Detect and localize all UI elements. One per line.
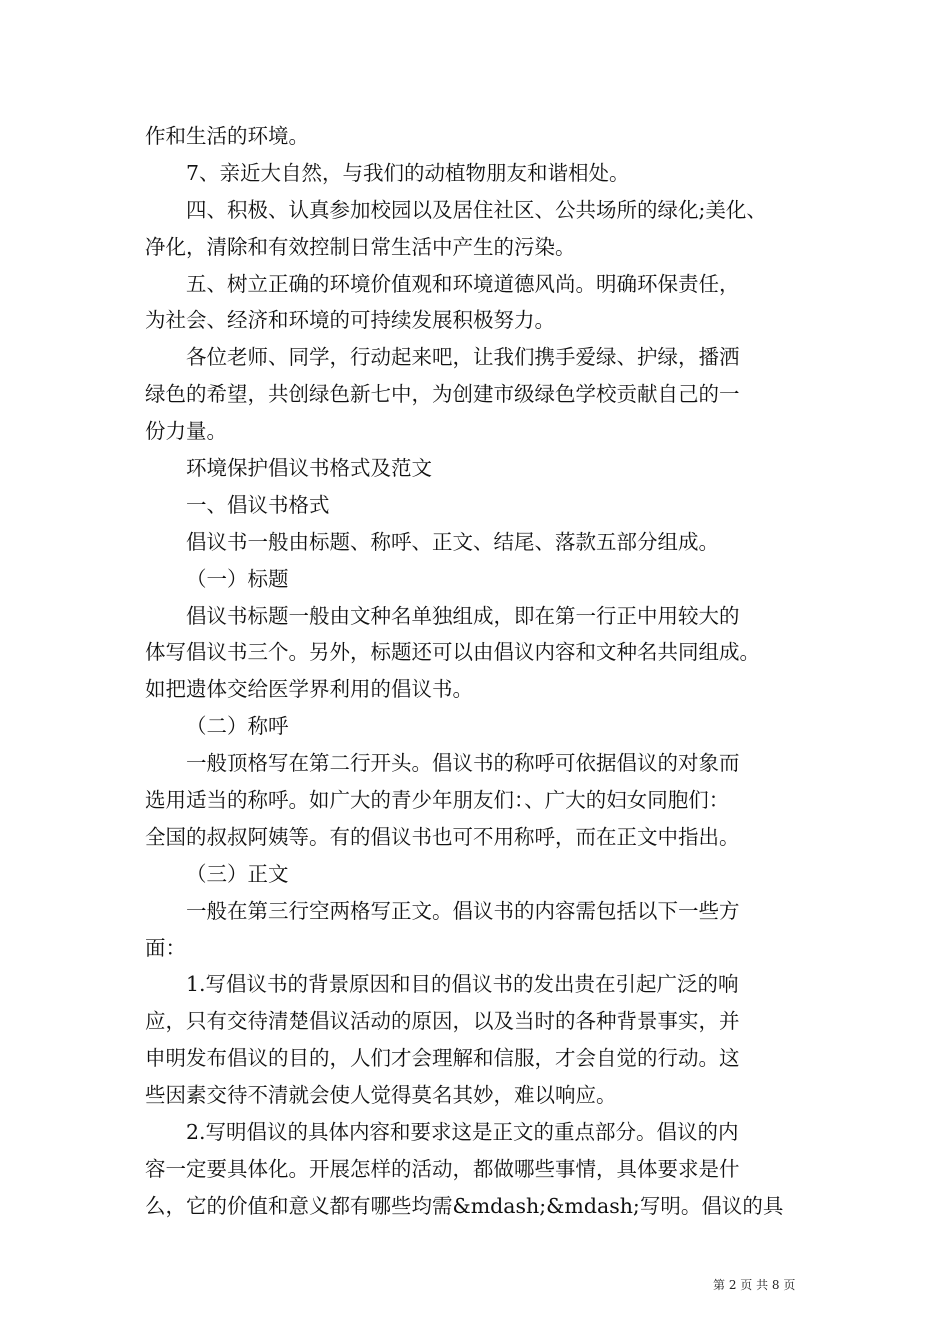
text-line: 净化，清除和有效控制日常生活中产生的污染。 xyxy=(145,234,576,259)
text-line: （二）称呼 xyxy=(186,714,289,739)
text-line: 申明发布倡议的目的，人们才会理解和信服，才会自觉的行动。这 xyxy=(145,1046,740,1071)
text-line: 作和生活的环境。 xyxy=(145,124,309,148)
text-line: 2.写明倡议的具体内容和要求这是正文的重点部分。倡议的内 xyxy=(186,1120,739,1145)
text-line: 些因素交待不清就会使人觉得莫名其妙，难以响应。 xyxy=(145,1083,617,1108)
text-line: 份力量。 xyxy=(145,419,227,444)
text-line: 容一定要具体化。开展怎样的活动，都做哪些事情，具体要求是什 xyxy=(145,1156,740,1181)
text-line: 倡议书标题一般由文种名单独组成，即在第一行正中用较大的 xyxy=(186,603,740,628)
text-line: 选用适当的称呼。如广大的青少年朋友们：、广大的妇女同胞们： xyxy=(145,788,730,813)
text-line: 全国的叔叔阿姨等。有的倡议书也可不用称呼，而在正文中指出。 xyxy=(145,824,740,849)
text-line: 么，它的价值和意义都有哪些均需&mdash;&mdash;写明。倡议的具 xyxy=(145,1193,784,1218)
text-line: 应，只有交待清楚倡议活动的原因，以及当时的各种背景事实，并 xyxy=(145,1009,740,1034)
text-line: 环境保护倡议书格式及范文 xyxy=(186,456,432,481)
text-line: 体写倡议书三个。另外，标题还可以由倡议内容和文种名共同组成。 xyxy=(145,640,760,665)
text-line: （三）正文 xyxy=(186,861,289,886)
text-line: 1.写倡议书的背景原因和目的倡议书的发出贵在引起广泛的响 xyxy=(186,972,739,997)
text-line: 绿色的希望，共创绿色新七中，为创建市级绿色学校贡献自己的一 xyxy=(145,382,740,407)
text-line: 五、树立正确的环境价值观和环境道德风尚。明确环保责任， xyxy=(186,271,740,296)
text-line: （一）标题 xyxy=(186,566,289,591)
text-line: 一般在第三行空两格写正文。倡议书的内容需包括以下一些方 xyxy=(186,898,740,923)
text-line: 7、亲近大自然，与我们的动植物朋友和谐相处。 xyxy=(186,160,630,185)
document-body xyxy=(145,118,810,1225)
text-line: 如把遗体交给医学界利用的倡议书。 xyxy=(145,677,473,702)
text-line: 为社会、经济和环境的可持续发展积极努力。 xyxy=(145,308,555,333)
text-line: 面： xyxy=(145,935,186,960)
text-line: 倡议书一般由标题、称呼、正文、结尾、落款五部分组成。 xyxy=(186,529,719,554)
text-line: 各位老师、同学，行动起来吧，让我们携手爱绿、护绿，播洒 xyxy=(186,345,740,370)
text-line: 四、积极、认真参加校园以及居住社区、公共场所的绿化;美化、 xyxy=(186,197,767,222)
page-number: 第 2 页 共 8 页 xyxy=(713,1278,796,1292)
text-line: 一般顶格写在第二行开头。倡议书的称呼可依据倡议的对象而 xyxy=(186,751,740,776)
text-line: 一、倡议书格式 xyxy=(186,492,330,517)
